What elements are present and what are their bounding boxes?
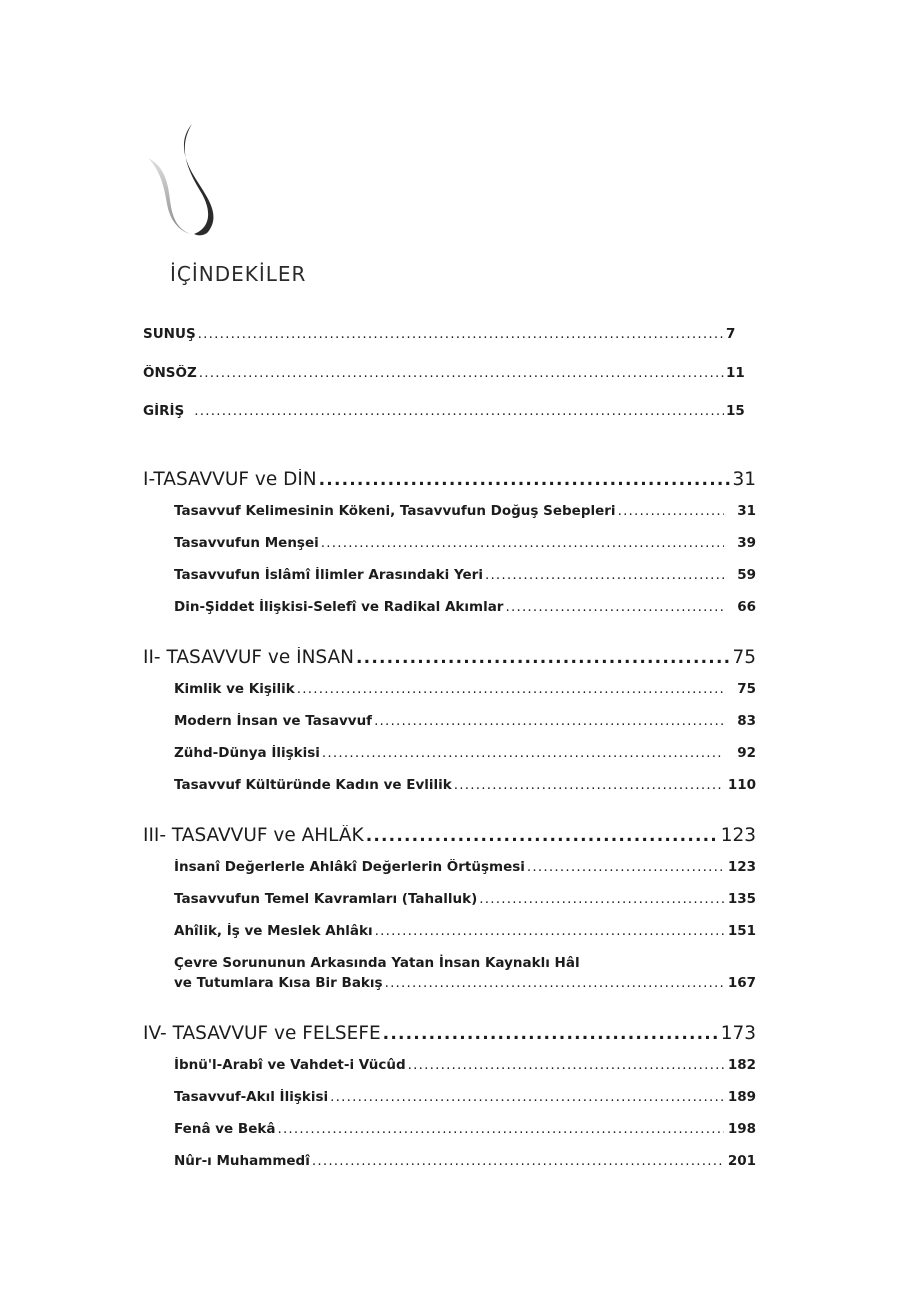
toc-section[interactable] (143, 599, 756, 631)
toc-section[interactable] (143, 1089, 756, 1121)
dot-leader (383, 1024, 719, 1044)
toc-section[interactable] (143, 567, 756, 599)
toc-entry-onsoz[interactable] (143, 365, 756, 404)
toc-chapter-label: IV- TASAVVUF ve FELSEFE (143, 1022, 381, 1044)
dot-leader (321, 535, 724, 551)
toc-chapter-page: 31 (732, 468, 756, 490)
toc-entry-page: 15 (726, 403, 745, 419)
table-of-contents (143, 326, 756, 1185)
toc-chapter-1[interactable] (143, 469, 756, 503)
toc-section-first-line[interactable] (143, 955, 756, 975)
toc-section-page: 110 (727, 776, 756, 793)
flame-swoosh-icon (142, 120, 226, 238)
dot-leader (366, 826, 719, 846)
toc-section-label: Tasavvufun Menşei (174, 534, 319, 551)
toc-entry-page: 11 (726, 364, 745, 381)
toc-chapter-label: III- TASAVVUF ve AHLÂK (143, 824, 364, 846)
toc-section-label: Çevre Sorununun Arkasında Yatan İnsan Kaynaklı Hâl (174, 954, 580, 971)
dot-leader (194, 403, 724, 419)
toc-section-label: Tasavvuf Kültüründe Kadın ve Evlilik (174, 776, 452, 793)
toc-section-page: 189 (727, 1088, 756, 1105)
toc-section-label: İbnü'l-Arabî ve Vahdet-i Vücûd (174, 1056, 406, 1073)
toc-section-label: Zühd-Dünya İlişkisi (174, 744, 320, 761)
dot-leader (297, 681, 724, 697)
toc-section-label: İnsanî Değerlerle Ahlâkî Değerlerin Örtüşmesi (174, 858, 525, 875)
dot-leader (618, 503, 724, 519)
toc-section[interactable] (143, 745, 756, 777)
toc-section[interactable] (143, 859, 756, 891)
toc-section[interactable] (143, 503, 756, 535)
page-title: İÇİNDEKİLER (170, 262, 307, 286)
toc-chapter-label: II- TASAVVUF ve İNSAN (143, 646, 355, 668)
toc-section-label: Tasavvufun Temel Kavramları (Tahalluk) (174, 890, 478, 907)
dot-leader (454, 777, 724, 793)
toc-section[interactable] (143, 923, 756, 955)
toc-section-page: 66 (737, 598, 756, 615)
toc-section-page: 135 (727, 890, 756, 907)
toc-section[interactable] (143, 975, 756, 1007)
toc-section-label: Kimlik ve Kişilik (174, 680, 295, 697)
toc-entry-label: GİRİŞ (143, 403, 185, 419)
dot-leader (374, 713, 724, 729)
toc-section-label: Modern İnsan ve Tasavvuf (174, 712, 373, 729)
toc-section[interactable] (143, 1057, 756, 1089)
toc-section-page: 75 (737, 680, 756, 697)
dot-leader (319, 470, 731, 490)
dot-leader (375, 923, 724, 939)
toc-section[interactable] (143, 681, 756, 713)
toc-section-label-cont: ve Tutumlara Kısa Bir Bakış (174, 974, 383, 991)
dot-leader (408, 1057, 724, 1073)
toc-section-page: 59 (737, 566, 756, 583)
toc-entry-label: SUNUŞ (143, 326, 196, 342)
toc-entry-sunus[interactable] (143, 326, 756, 365)
dot-leader (198, 326, 724, 342)
toc-section-page: 83 (737, 712, 756, 729)
toc-chapter-page: 75 (732, 646, 756, 668)
toc-section[interactable] (143, 891, 756, 923)
toc-section-label: Din-Şiddet İlişkisi-Selefî ve Radikal Akımlar (174, 598, 504, 615)
toc-entry-giris[interactable] (143, 403, 756, 442)
dot-leader (277, 1121, 724, 1137)
toc-section-page: 39 (737, 534, 756, 551)
toc-chapter-2[interactable] (143, 647, 756, 681)
toc-section-page: 201 (727, 1152, 756, 1169)
dot-leader (527, 859, 724, 875)
dot-leader (330, 1089, 724, 1105)
toc-section-page: 182 (727, 1056, 756, 1073)
toc-section-label: Tasavvufun İslâmî İlimler Arasındaki Yeri (174, 566, 483, 583)
toc-entry-page: 7 (726, 326, 736, 342)
toc-section-page: 123 (727, 858, 756, 875)
dot-leader (505, 599, 724, 615)
toc-entry-label: ÖNSÖZ (143, 364, 197, 381)
toc-section-label: Fenâ ve Bekâ (174, 1120, 276, 1137)
toc-section-page: 31 (737, 502, 756, 519)
dot-leader (312, 1153, 724, 1169)
toc-chapter-page: 173 (720, 1022, 756, 1044)
dot-leader (485, 567, 724, 583)
toc-section[interactable] (143, 777, 756, 809)
dot-leader (385, 975, 724, 991)
dot-leader (356, 648, 730, 668)
toc-section[interactable] (143, 1153, 756, 1185)
toc-section-page: 92 (737, 744, 756, 761)
toc-section[interactable] (143, 535, 756, 567)
toc-chapter-3[interactable] (143, 825, 756, 859)
toc-section[interactable] (143, 713, 756, 745)
toc-section-label: Tasavvuf Kelimesinin Kökeni, Tasavvufun Doğuş Sebepleri (174, 502, 616, 519)
toc-section-label: Tasavvuf-Akıl İlişkisi (174, 1088, 329, 1105)
toc-chapter-4[interactable] (143, 1023, 756, 1057)
dot-leader (479, 891, 724, 907)
toc-section-label: Ahîlik, İş ve Meslek Ahlâkı (174, 922, 373, 939)
toc-chapter-label: I-TASAVVUF ve DİN (143, 468, 317, 490)
toc-section-page: 167 (727, 974, 756, 991)
toc-section-label: Nûr-ı Muhammedî (174, 1152, 310, 1169)
toc-chapter-page: 123 (720, 824, 756, 846)
toc-section-page: 198 (727, 1120, 756, 1137)
dot-leader (199, 365, 724, 381)
toc-section-page: 151 (727, 922, 756, 939)
dot-leader (322, 745, 724, 761)
toc-section[interactable] (143, 1121, 756, 1153)
